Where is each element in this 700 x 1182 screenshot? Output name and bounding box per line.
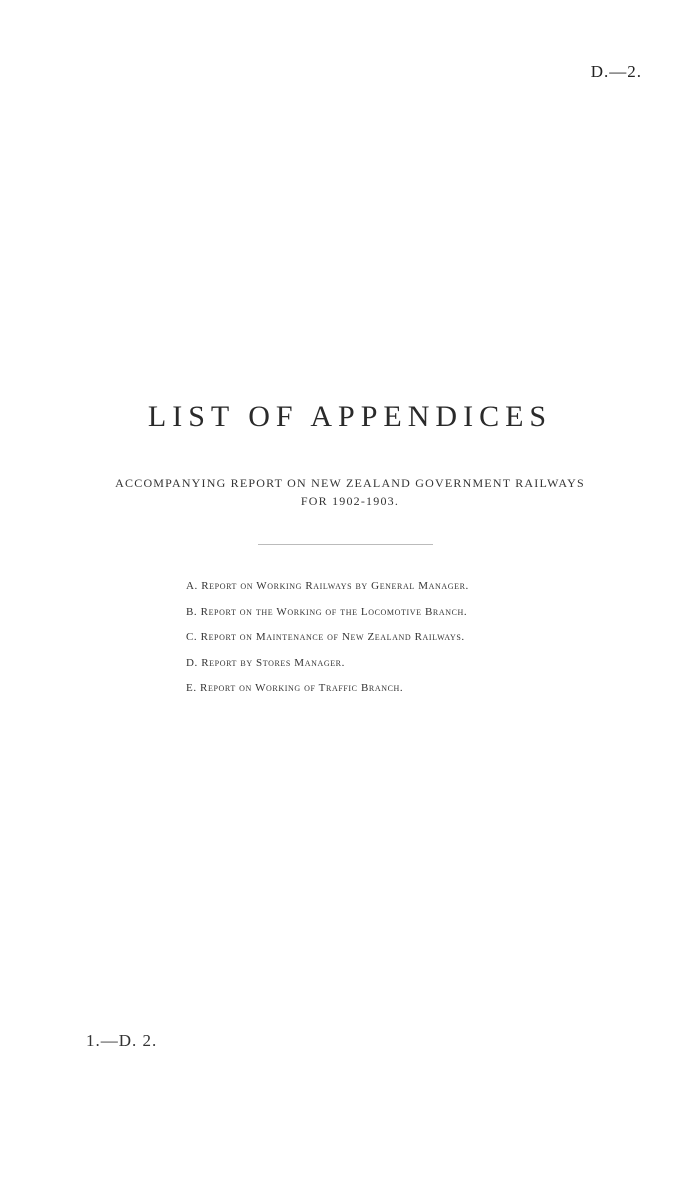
- appendix-item-b: B. Report on the Working of the Locomotive Branch.: [186, 605, 468, 618]
- subtitle-line-1: ACCOMPANYING REPORT ON NEW ZEALAND GOVERNMENT RAILWAYS: [115, 476, 585, 490]
- page-reference: D.—2.: [590, 62, 642, 81]
- appendix-list: [186, 578, 469, 706]
- subtitle: [60, 474, 640, 510]
- footer-page-reference: 1.—D. 2.: [86, 1031, 158, 1050]
- appendix-item-d: D. Report by Stores Manager.: [186, 656, 345, 669]
- appendix-item-a: A. Report on Working Railways by General Manager.: [186, 580, 469, 592]
- appendix-item-e: E. Report on Working of Traffic Branch.: [186, 682, 404, 694]
- subtitle-line-2: FOR 1902-1903.: [300, 494, 400, 508]
- page-title: LIST OF APPENDICES: [147, 400, 553, 433]
- appendix-item-c: C. Report on Maintenance of New Zealand Railways.: [186, 631, 465, 643]
- divider-rule: [258, 544, 433, 545]
